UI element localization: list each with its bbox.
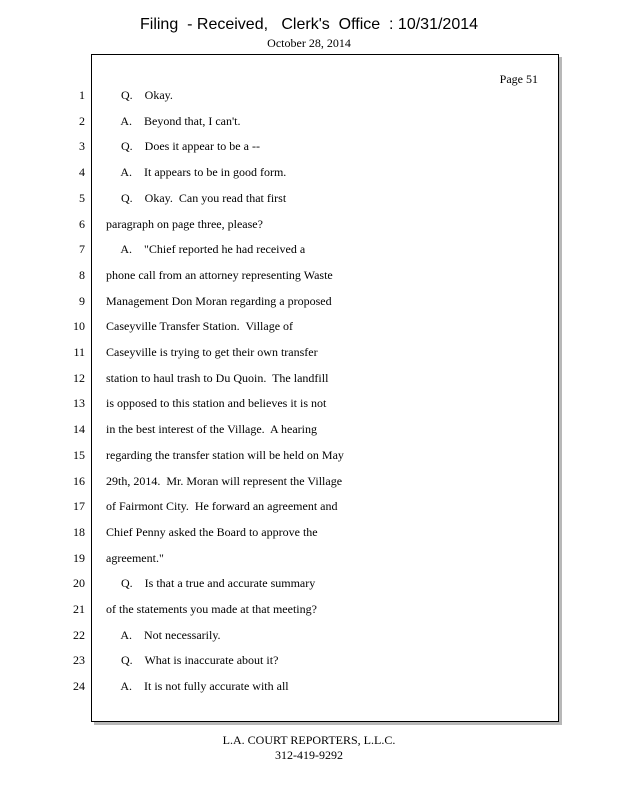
line-number: 9	[79, 294, 85, 308]
transcript-line: in the best interest of the Village. A hearing	[106, 422, 318, 436]
line-number: 5	[79, 191, 85, 205]
line-number: 7	[79, 242, 85, 256]
line-number: 4	[79, 165, 85, 179]
transcript-line: A. "Chief reported he had received a	[106, 242, 306, 256]
transcript-line: of Fairmont City. He forward an agreement and	[106, 499, 338, 513]
transcript-line: station to haul trash to Du Quoin. The landfill	[106, 371, 329, 385]
footer-company: L.A. COURT REPORTERS, L.L.C.	[222, 733, 396, 747]
transcript-line: 29th, 2014. Mr. Moran will represent the Village	[106, 474, 343, 488]
line-number: 20	[73, 576, 85, 590]
transcript-line: of the statements you made at that meeting?	[106, 602, 317, 616]
transcript-date: October 28, 2014	[267, 36, 351, 50]
line-number: 15	[73, 448, 85, 462]
line-number: 16	[73, 474, 85, 488]
transcript-line: agreement."	[106, 551, 164, 565]
transcript-line: A. It is not fully accurate with all	[106, 679, 289, 693]
transcript-line: A. It appears to be in good form.	[106, 165, 287, 179]
transcript-line: Q. Does it appear to be a --	[106, 139, 260, 153]
transcript-line: Q. Okay. Can you read that first	[106, 191, 287, 205]
transcript-page	[91, 54, 559, 722]
line-number: 22	[73, 628, 85, 642]
transcript-line: Q. Okay.	[106, 88, 173, 102]
line-number: 17	[73, 499, 85, 513]
transcript-line: regarding the transfer station will be held on May	[106, 448, 344, 462]
transcript-line: A. Beyond that, I can't.	[106, 114, 241, 128]
transcript-line: Management Don Moran regarding a proposed	[106, 294, 332, 308]
line-number: 14	[73, 422, 85, 436]
line-number: 19	[73, 551, 85, 565]
line-number: 6	[79, 217, 85, 231]
transcript-line: Chief Penny asked the Board to approve the	[106, 525, 318, 539]
transcript-line: Caseyville is trying to get their own transfer	[106, 345, 318, 359]
transcript-line: Caseyville Transfer Station. Village of	[106, 319, 294, 333]
line-number: 11	[73, 345, 85, 359]
line-number: 13	[73, 396, 85, 410]
transcript-line: A. Not necessarily.	[106, 628, 221, 642]
transcript-line: is opposed to this station and believes it is not	[106, 396, 327, 410]
line-number: 2	[79, 114, 85, 128]
page-number: Page 51	[499, 72, 538, 86]
line-number: 8	[79, 268, 85, 282]
line-number: 23	[73, 653, 85, 667]
line-number: 18	[73, 525, 85, 539]
line-number: 24	[73, 679, 85, 693]
line-number: 3	[79, 139, 85, 153]
transcript-line: paragraph on page three, please?	[106, 217, 263, 231]
line-number: 21	[73, 602, 85, 616]
transcript-line: Q. What is inaccurate about it?	[106, 653, 279, 667]
line-number: 10	[73, 319, 85, 333]
transcript-line: phone call from an attorney representing Waste	[106, 268, 333, 282]
transcript-line: Q. Is that a true and accurate summary	[106, 576, 316, 590]
line-number: 12	[73, 371, 85, 385]
footer-phone: 312-419-9292	[275, 748, 343, 762]
filing-stamp: Filing - Received, Clerk's Office : 10/31/2014	[139, 16, 479, 33]
line-number: 1	[79, 88, 85, 102]
